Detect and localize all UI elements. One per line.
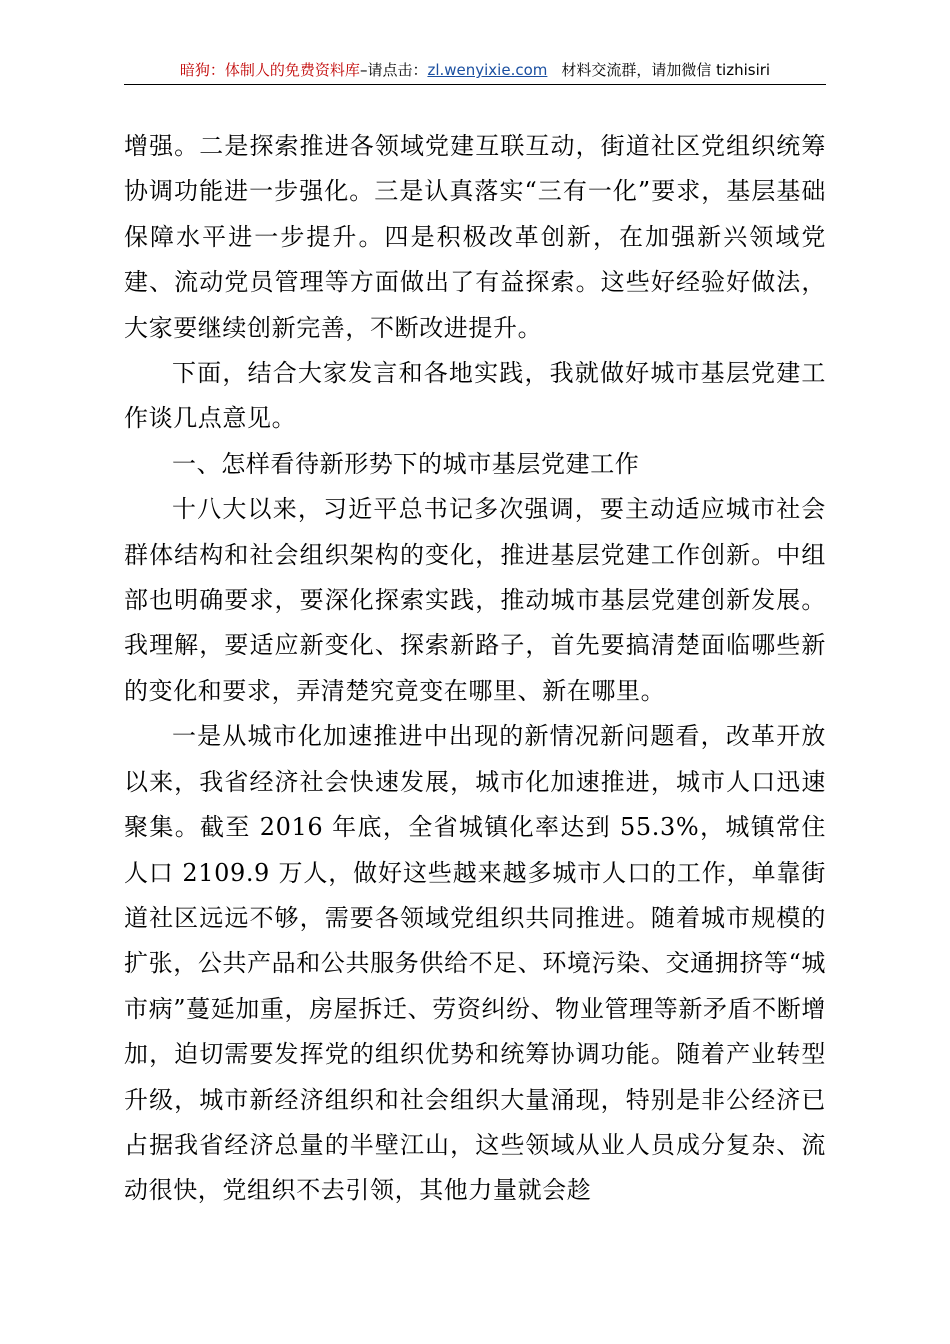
section-heading-1: 一、怎样看待新形势下的城市基层党建工作 bbox=[172, 449, 640, 478]
page-header bbox=[124, 58, 826, 82]
site-label: 暗狗：体制人的免费资料库 bbox=[179, 61, 360, 79]
header-divider bbox=[124, 84, 826, 85]
paragraph-section-1: 十八大以来，习近平总书记多次强调，要主动适应城市社会群体结构和社会组织架构的变化，推进基层党建工作创新。中组部也明确要求，要深化探索实践，推动城市基层党建创新发展。我理解，要适应新变化、探索新路子，首先要搞清楚面临哪些新的变化和要求，弄清楚究竟变在哪里、新在哪里。 bbox=[124, 495, 826, 705]
paragraph-point-1: 一是从城市化加速推进中出现的新情况新问题看，改革开放以来，我省经济社会快速发展，城市化加速推进，城市人口迅速聚集。截至 2016 年底，全省城镇化率达到 55.3%，城镇常住人口 2109.9 万人，做好这些越来越多城市人口的工作，单靠街道社区远远不够，需要各领域党组织共同推进。随着城市规模的扩张，公共产品和公共服务供给不足、环境污染、交通拥挤等“城市病”蔓延加重，房屋拆迁、劳资纠纷、物业管理等新矛盾不断增加，迫切需要发挥党的组织优势和统筹协调功能。随着产业转型升级，城市新经济组织和社会组织大量涌现，特别是非公经济已占据我省经济总量的半壁江山，这些领域从业人员成分复杂、流动很快，党组织不去引领，其他力量就会趁 bbox=[124, 722, 826, 1205]
site-url-link[interactable]: zl.wenyixie.com bbox=[427, 61, 548, 79]
document-body bbox=[124, 124, 826, 1214]
click-prompt: –请点击： bbox=[359, 61, 428, 79]
wechat-note: 材料交流群，请加微信 tizhisiri bbox=[561, 61, 771, 79]
paragraph-intro: 下面，结合大家发言和各地实践，我就做好城市基层党建工作谈几点意见。 bbox=[124, 359, 826, 433]
paragraph-continuation: 增强。二是探索推进各领域党建互联互动，街道社区党组织统筹协调功能进一步强化。三是认真落实“三有一化”要求，基层基础保障水平进一步提升。四是积极改革创新，在加强新兴领域党建、流动党员管理等方面做出了有益探索。这些好经验好做法，大家要继续创新完善，不断改进提升。 bbox=[124, 132, 826, 342]
